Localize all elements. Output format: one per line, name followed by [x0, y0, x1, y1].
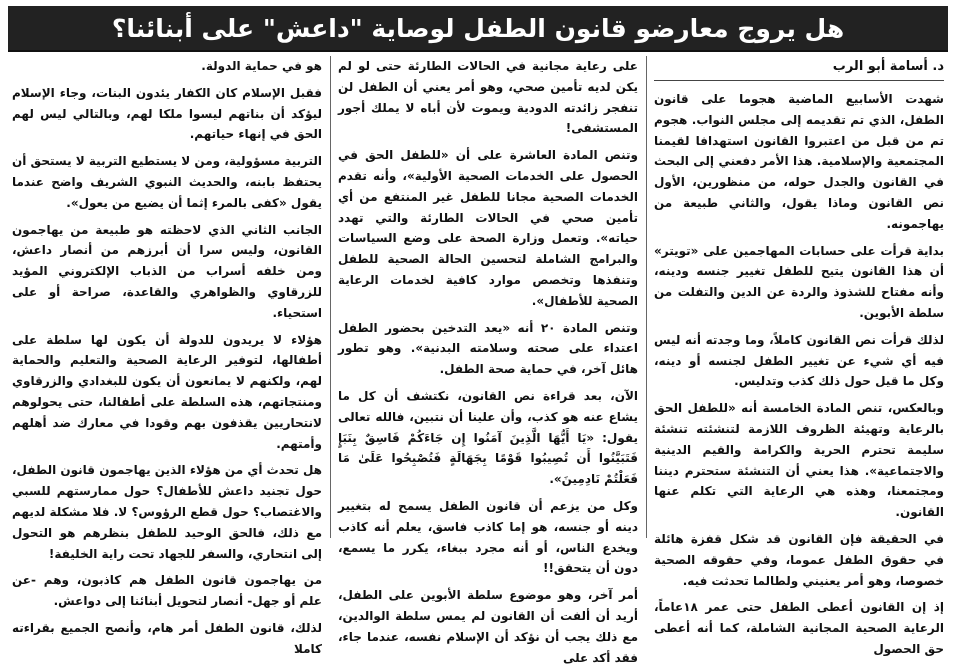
paragraph: هؤلاء لا يريدون للدولة أن يكون لها سلطة على أطفالها، لتوفير الرعاية الصحية والتعليم والحماية لهم، ولكنهم لا يمانعون أن يكون للبغدادي والزرقاوي ومنتجاتهم، هذه السلطة على أطفالنا، حتى يحولوهم لانتحاريين يقذفون بهم وقودا في معارك ضد أهلهم وأمتهم. [12, 332, 322, 451]
paragraph: من يهاجمون قانون الطفل هم كاذبون، وهم -عن علم أو جهل- أنصار لتحويل أبنائنا إلى دواعش. [12, 573, 322, 609]
paragraph: هل تحدث أي من هؤلاء الذين يهاجمون قانون الطفل، حول تجنيد داعش للأطفال؟ حول ممارستهم للسبي والاغتصاب؟ حول قطع الرؤوس؟ لا. فلا مشكلة لديهم مع ذلك، فالحق الوحيد للطفل بنظرهم هو التحول إلى انتحاري، والسفر للجهاد تحت راية الخليفة! [12, 463, 322, 561]
paragraph: بداية قرأت على حسابات المهاجمين على «تويتر» أن هذا القانون يتيح للطفل تغيير جنسه ودينه، وأنه مفتاح للشذوذ والردة عن الدين والتفلت من سلطة الأبوين. [654, 243, 944, 320]
paragraph: وتنص المادة العاشرة على أن «للطفل الحق في الحصول على الخدمات الصحية الأولية»، وأنه تقدم الخدمات الصحية مجانا للطفل غير المنتفع من أي تأمين صحي في الحالات الطارئة والتي تهدد حياته». وتعمل وزارة الصحة على وضع السياسات والبرامج الشاملة لتحسين الحالة الصحية للطفل وتنفذها وتخصص موارد كافية لخدمات الرعاية الصحية للأطفال». [338, 148, 638, 308]
headline-underline [8, 50, 948, 52]
paragraph: أمر آخر، وهو موضوع سلطة الأبوين على الطفل، أريد أن ألفت أن القانون لم يمس سلطة الوالدين، مع ذلك يجب أن نؤكد أن الإسلام نفسه، عندما جاء، فقد أكد على [338, 588, 638, 665]
paragraph: على رعاية مجانية في الحالات الطارئة حتى لو لم يكن لديه تأمين صحي، وهو أمر يعني أن الطفل لن تنفجر زائدته الدودية ويموت لأن أباه لا يملك أجور المستشفى! [338, 59, 638, 136]
column-divider [330, 56, 331, 538]
column-2 [338, 56, 638, 665]
article-headline: هل يروج معارضو قانون الطفل لوصاية "داعش" على أبنائنا؟ [8, 6, 948, 50]
paragraph: لذلك قرأت نص القانون كاملاً، وما وجدته أنه ليس فيه أي شيء عن تغيير الطفل لجنسه أو دينه، وكل ما قيل حول ذلك كذب وتدليس. [654, 332, 944, 389]
column-1 [654, 56, 944, 656]
paragraph: فقبل الإسلام كان الكفار يئدون البنات، وجاء الإسلام ليؤكد أن بناتهم ليسوا ملكا لهم، وبالتالي ليس لهم الحق في إنهاء حياتهم. [12, 85, 322, 142]
column-divider [646, 56, 647, 538]
paragraph: شهدت الأسابيع الماضية هجوما على قانون الطفل، الذي تم تقديمه إلى مجلس النواب. هجوم تم من قبل من اعتبروا القانون استهدافا لقيمنا المجتمعية والإسلامية. هذا الأمر دفعني إلى البحث في القانون والجدل حوله، من منظورين، الأول نص القانون وماذا يقول، والثاني طبيعة من يهاجمونه. [654, 92, 944, 231]
paragraph: لذلك، قانون الطفل أمر هام، وأنصح الجميع بقراءته كاملا [12, 620, 322, 656]
paragraph: وبالعكس، تنص المادة الخامسة أنه «للطفل الحق بالرعاية وتهيئة الظروف اللازمة لتنشئته تنشئة سليمة تحترم الحرية والكرامة والقيم الدينية والاجتماعية». هذا يعني أن التنشئة ستحترم ديننا ومجتمعنا، وهذه هي الرعاية التي تكلم عنها القانون. [654, 401, 944, 520]
paragraph: وتنص المادة ٢٠ أنه «يعد التدخين بحضور الطفل اعتداء على صحته وسلامته البدنية». وهو تطور هائل آخر، في حماية صحة الطفل. [338, 320, 638, 377]
paragraph: الجانب الثاني الذي لاحظته هو طبيعة من يهاجمون القانون، وليس سرا أن أبرزهم من أنصار داعش، ومن خلفه أسراب من الذباب الإلكتروني المؤيد للزرقاوي والظواهري والقاعدة، صراحة أو على استحياء. [12, 222, 322, 320]
paragraph: وكل من يزعم أن قانون الطفل يسمح له بتغيير دينه أو جنسه، هو إما كاذب فاسق، يعلم أنه كاذب ويخدع الناس، أو أنه مجرد ببغاء، يكرر ما يسمع، دون أن يتحقق!! [338, 498, 638, 576]
paragraph: في الحقيقة فإن القانون قد شكل قفزة هائلة في حقوق الطفل عموما، وفي حقوقه الصحية خصوصا، وهو أمر يعنيني ولطالما تحدثت فيه. [654, 531, 944, 588]
author-byline: د. أسامة أبو الرب [832, 59, 944, 74]
paragraph: هو في حماية الدولة. [201, 59, 322, 73]
paragraph: التربية مسؤولية، ومن لا يستطيع التربية لا يستحق أن يحتفظ بابنه، والحديث النبوي الشريف واضح عندما يقول «كفى بالمرء إثما أن يضيع من يعول». [11, 154, 322, 210]
paragraph: إذ إن القانون أعطى الطفل حتى عمر ١٨عاماً، الرعاية الصحية المجانية الشاملة، كما أنه أعطى حق الحصول [654, 600, 944, 656]
column-3 [11, 56, 322, 656]
byline-divider [654, 80, 944, 81]
paragraph: الآن، بعد قراءة نص القانون، نكتشف أن كل ما يشاع عنه هو كذب، وأن علينا أن نتبين، فالله تعالى يقول: «يَا أَيُّهَا الَّذِينَ آمَنُوا إِن جَاءَكُمْ فَاسِقٌ بِنَبَإٍ فَتَبَيَّنُوا أَن تُصِيبُوا قَوْمًا بِجَهَالَةٍ فَتُصْبِحُوا عَلَىٰ مَا فَعَلْتُمْ نَادِمِينَ». [338, 388, 638, 487]
